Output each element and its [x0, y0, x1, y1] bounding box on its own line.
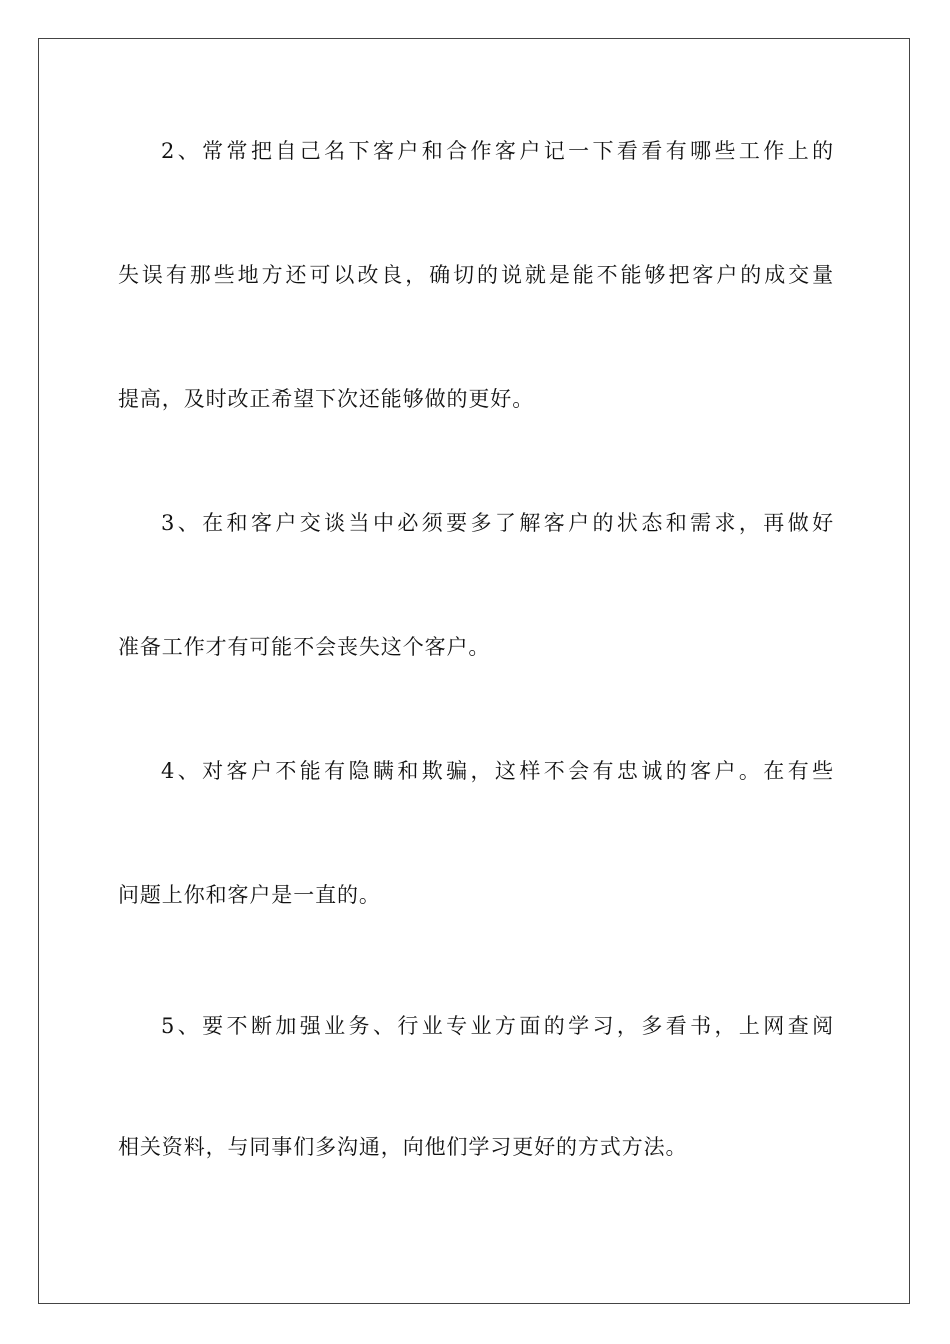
- text-line: 2、常常把自己名下客户和合作客户记一下看看有哪些工作上的: [161, 139, 834, 163]
- text-line: 4、对客户不能有隐瞒和欺骗，这样不会有忠诚的客户。在有些: [161, 759, 834, 783]
- text-line: 准备工作才有可能不会丧失这个客户。: [118, 635, 491, 659]
- text-line: 3、在和客户交谈当中必须要多了解客户的状态和需求，再做好: [161, 511, 834, 535]
- text-line: 问题上你和客户是一直的。: [118, 883, 381, 907]
- text-line: 5、要不断加强业务、行业专业方面的学习，多看书，上网查阅: [161, 1014, 834, 1038]
- text-line: 相关资料，与同事们多沟通，向他们学习更好的方式方法。: [118, 1135, 688, 1159]
- text-line: 提高，及时改正希望下次还能够做的更好。: [118, 387, 535, 411]
- page-border: [38, 38, 910, 1304]
- text-line: 失误有那些地方还可以改良，确切的说就是能不能够把客户的成交量: [118, 263, 834, 287]
